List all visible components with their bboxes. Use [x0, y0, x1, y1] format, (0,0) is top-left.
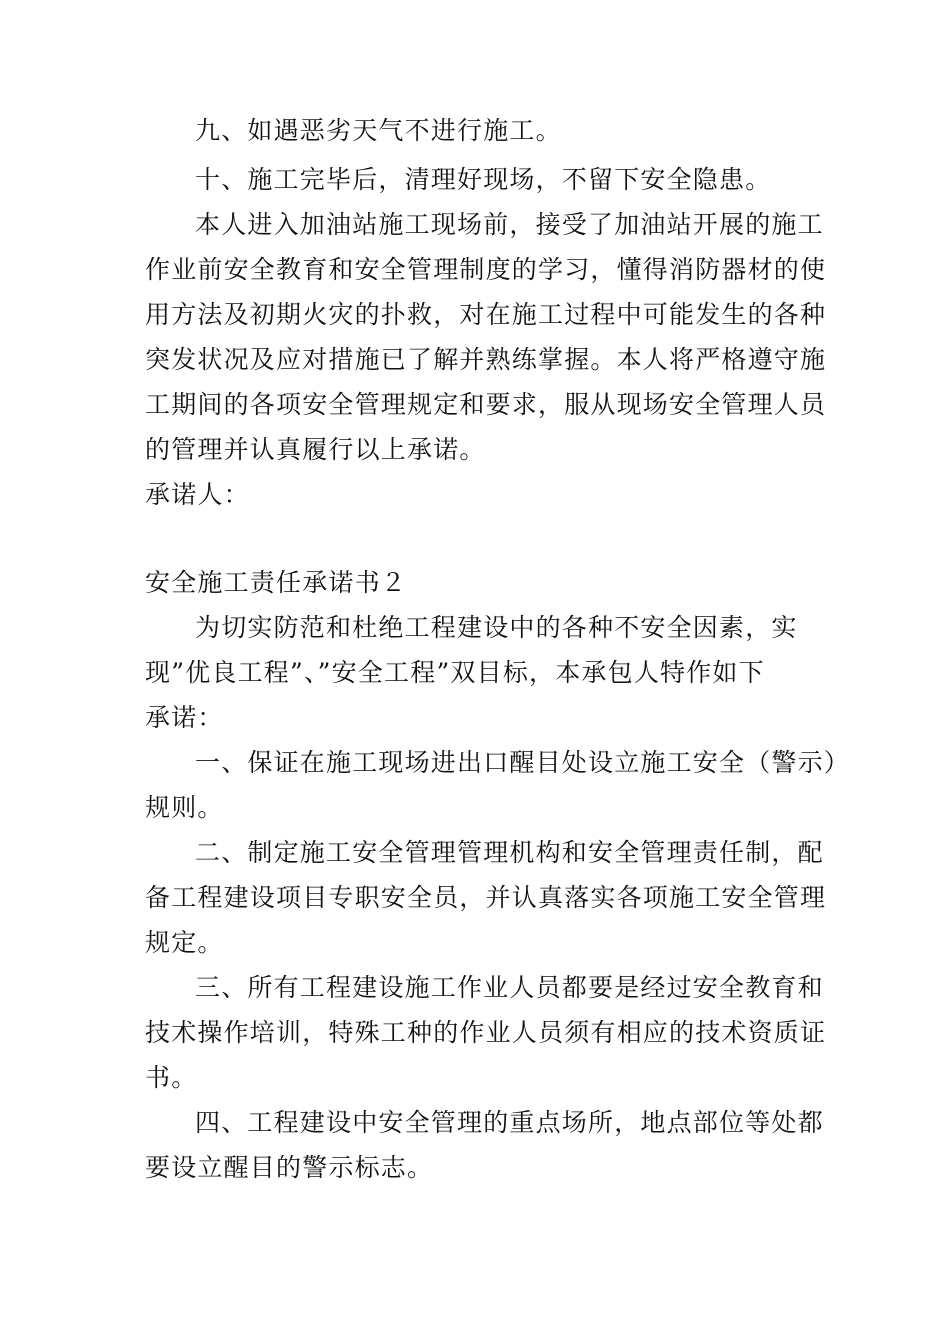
intro-paragraph-line: 现”优良工程”、”安全工程”双目标，本承包人特作如下: [145, 658, 765, 687]
item-one-continued: 规则。: [145, 793, 224, 822]
signatory-label: 承诺人：: [145, 480, 250, 509]
item-four: 四、工程建设中安全管理的重点场所，地点部位等处都: [195, 1108, 824, 1137]
statement-paragraph-line: 作业前安全教育和安全管理制度的学习，懂得消防器材的使: [145, 255, 827, 284]
intro-paragraph-line: 为切实防范和杜绝工程建设中的各种不安全因素，实: [195, 613, 798, 642]
item-one: 一、保证在施工现场进出口醒目处设立施工安全（警示）: [195, 748, 851, 777]
item-ten: 十、施工完毕后，清理好现场，不留下安全隐患。: [195, 165, 772, 194]
statement-paragraph-line: 突发状况及应对措施已了解并熟练掌握。本人将严格遵守施: [145, 345, 827, 374]
item-three: 三、所有工程建设施工作业人员都要是经过安全教育和: [195, 973, 824, 1002]
item-three-continued: 技术操作培训，特殊工种的作业人员须有相应的技术资质证: [145, 1018, 827, 1047]
item-two-continued: 规定。: [145, 928, 224, 957]
item-two: 二、制定施工安全管理管理机构和安全管理责任制，配: [195, 838, 824, 867]
statement-paragraph-line: 本人进入加油站施工现场前，接受了加油站开展的施工: [195, 210, 824, 239]
section-title: 安全施工责任承诺书２: [145, 568, 408, 597]
statement-paragraph-line: 工期间的各项安全管理规定和要求，服从现场安全管理人员: [145, 390, 827, 419]
intro-paragraph-line: 承诺：: [145, 703, 224, 732]
statement-paragraph-line: 用方法及初期火灾的扑救，对在施工过程中可能发生的各种: [145, 300, 827, 329]
item-two-continued: 备工程建设项目专职安全员，并认真落实各项施工安全管理: [145, 883, 827, 912]
item-three-continued: 书。: [145, 1063, 198, 1092]
item-nine: 九、如遇恶劣天气不进行施工。: [195, 116, 562, 145]
item-four-continued: 要设立醒目的警示标志。: [145, 1153, 434, 1182]
statement-paragraph-line: 的管理并认真履行以上承诺。: [145, 435, 486, 464]
